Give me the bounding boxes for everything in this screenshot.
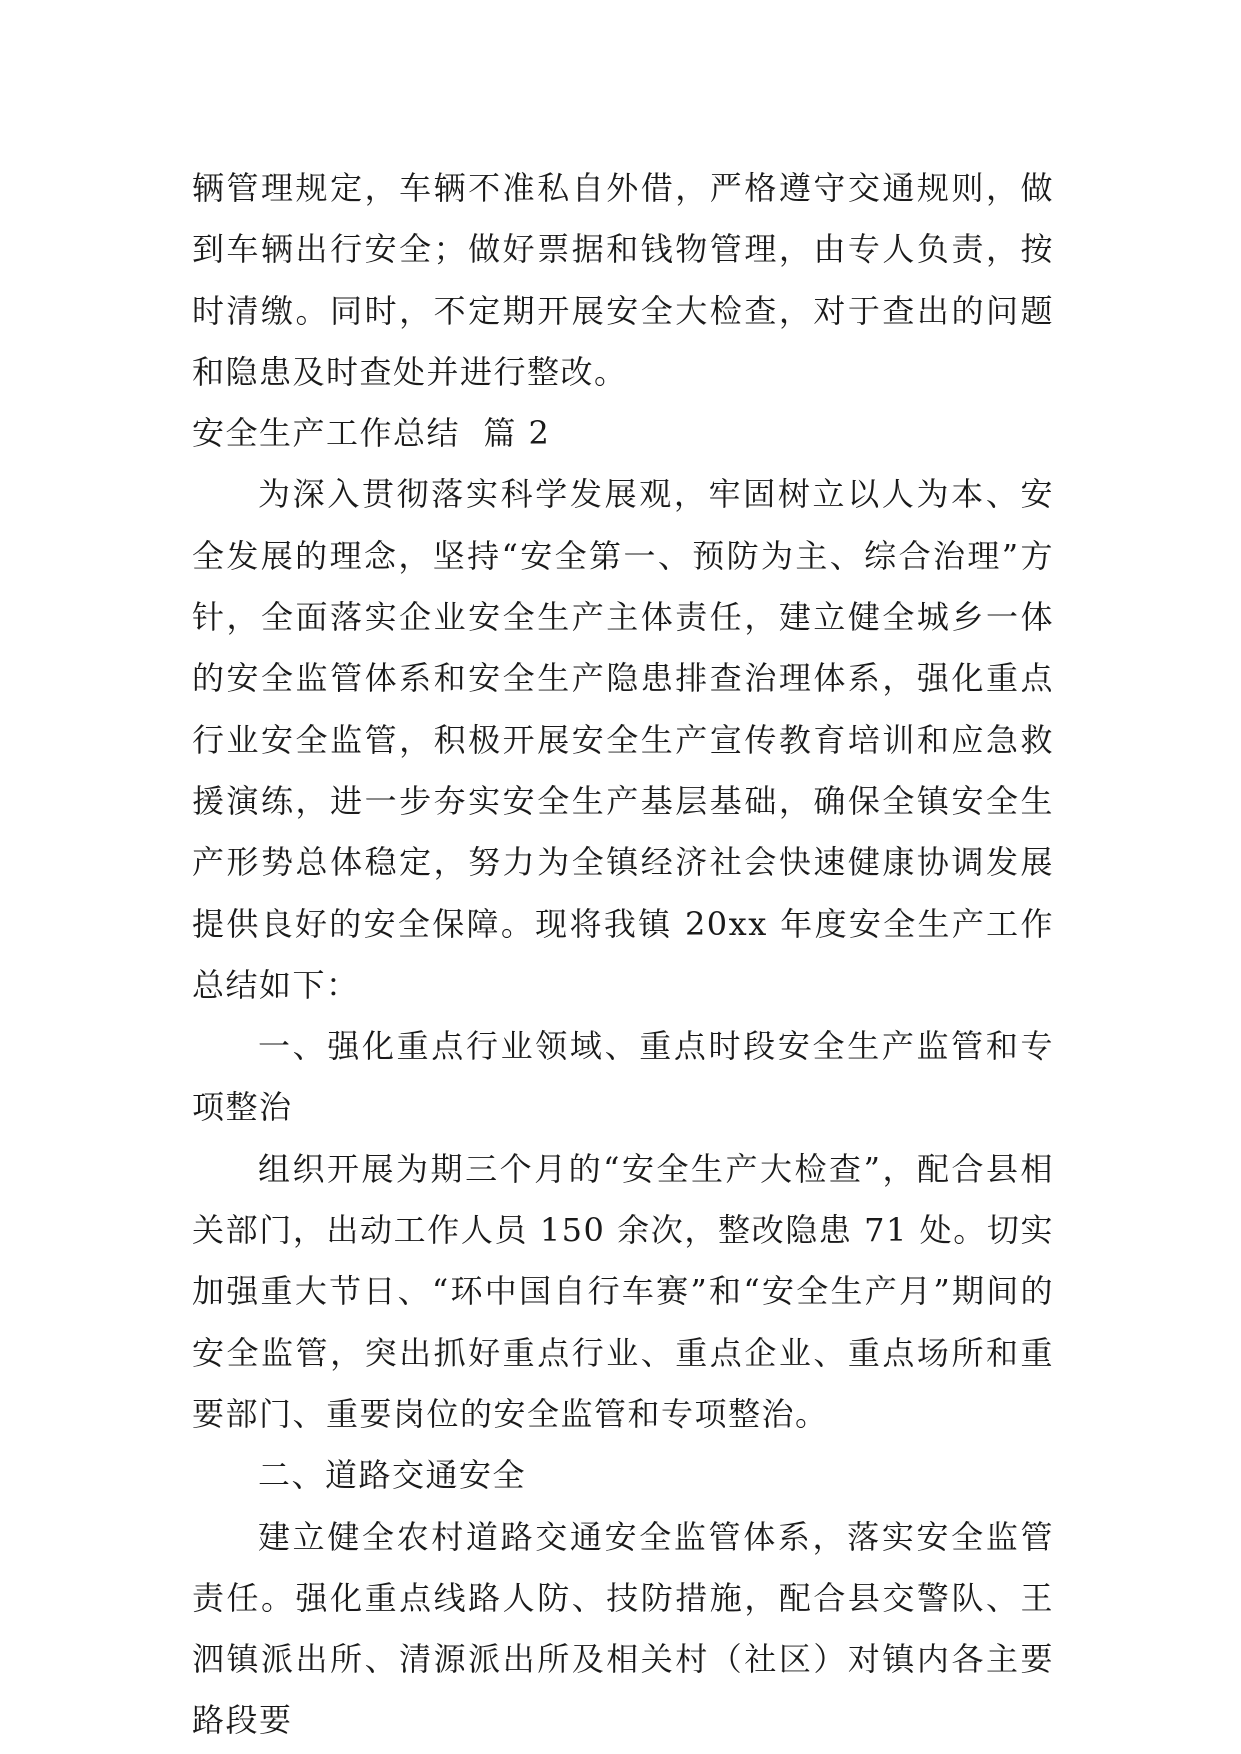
continued-paragraph: 辆管理规定，车辆不准私自外借，严格遵守交通规则，做到车辆出行安全；做好票据和钱物管理，由专人负责，按时清缴。同时，不定期开展安全大检查，对于查出的问题和隐患及时查处并进行整改。: [192, 169, 1054, 391]
document-body: [192, 158, 1054, 1752]
intro-paragraph: 为深入贯彻落实科学发展观，牢固树立以人为本、安全发展的理念，坚持“安全第一、预防为主、综合治理”方针，全面落实企业安全生产主体责任，建立健全城乡一体的安全监管体系和安全生产隐患排查治理体系，强化重点行业安全监管，积极开展安全生产宣传教育培训和应急救援演练，进一步夯实安全生产基层基础，确保全镇安全生产形势总体稳定，努力为全镇经济社会快速健康协调发展提供良好的安全保障。现将我镇 20xx 年度安全生产工作总结如下：: [192, 475, 1054, 1004]
paragraph-2: 建立健全农村道路交通安全监管体系，落实安全监管责任。强化重点线路人防、技防措施，配合县交警队、王泗镇派出所、清源派出所及相关村（社区）对镇内各主要路段要: [192, 1517, 1054, 1740]
section-title: 安全生产工作总结 篇 2: [192, 414, 551, 453]
paragraph-1: 组织开展为期三个月的“安全生产大检查”，配合县相关部门，出动工作人员 150 余次，整改隐患 71 处。切实加强重大节日、“环中国自行车赛”和“安全生产月”期间的安全监管，突出抓好重点行业、重点企业、重点场所和重要部门、重要岗位的安全监管和专项整治。: [192, 1149, 1054, 1433]
heading-2: 二、道路交通安全: [258, 1456, 527, 1495]
heading-1: 一、强化重点行业领域、重点时段安全生产监管和专项整治: [192, 1027, 1054, 1127]
